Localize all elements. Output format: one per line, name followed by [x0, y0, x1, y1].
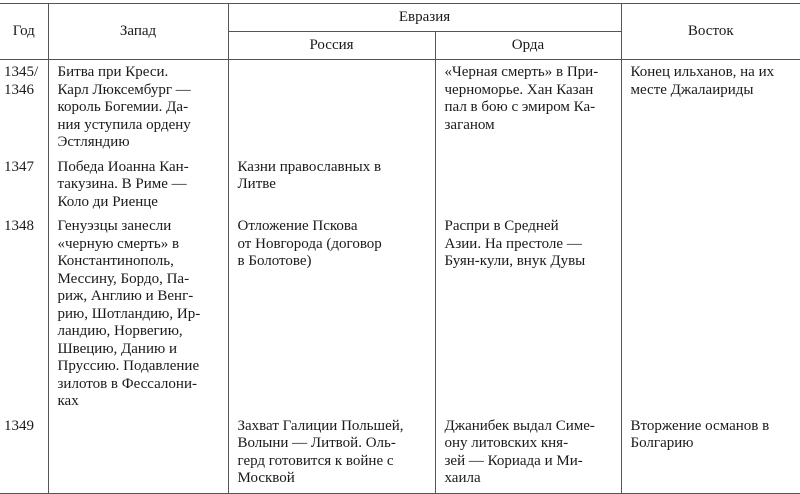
year-cell: 1347 [0, 155, 48, 215]
horde-cell: Распри в Средней Азии. На престоле — Буян-кули, внук Дувы [435, 214, 621, 414]
table-row [0, 414, 800, 494]
header-eurasia: Евразия [228, 4, 621, 32]
russia-cell: Отложение Пскова от Новгорода (договор в Болотове) [228, 214, 435, 414]
horde-cell: «Черная смерть» в При- черноморье. Хан Казан пал в бою с эмиром Ка- заганом [435, 60, 621, 155]
chronology-table [0, 3, 800, 494]
header-east: Восток [621, 4, 800, 60]
west-cell: Генуэзцы занесли «черную смерть» в Константинополь, Мессину, Бордо, Па- риж, Англию и Венг- рию, Шотландию, Ир- ландию, Норвегию, Швецию, Данию и Пруссию. Подавление зилотов в Фессалони- ках [48, 214, 228, 414]
header-west: Запад [48, 4, 228, 60]
russia-cell: Захват Галиции Польшей, Волыни — Литвой. Оль- герд готовится к войне с Москвой [228, 414, 435, 494]
table-row [0, 155, 800, 215]
table-row [0, 214, 800, 414]
horde-cell: Джанибек выдал Симе- ону литовских кня- зей — Кориада и Ми- хаила [435, 414, 621, 494]
year-cell: 1345/ 1346 [0, 60, 48, 155]
year-cell: 1349 [0, 414, 48, 494]
east-cell: Конец ильханов, на их месте Джалаириды [621, 60, 800, 155]
west-cell: Победа Иоанна Кан- такузина. В Риме — Коло ди Риенце [48, 155, 228, 215]
year-cell: 1348 [0, 214, 48, 414]
horde-cell [435, 155, 621, 215]
east-cell [621, 155, 800, 215]
east-cell [621, 214, 800, 414]
russia-cell [228, 60, 435, 155]
west-cell [48, 414, 228, 494]
header-year: Год [0, 4, 48, 60]
header-horde: Орда [435, 32, 621, 60]
table-row [0, 60, 800, 155]
header-russia: Россия [228, 32, 435, 60]
russia-cell: Казни православных в Литве [228, 155, 435, 215]
east-cell: Вторжение османов в Болгарию [621, 414, 800, 494]
west-cell: Битва при Креси. Карл Люксембург — король Богемии. Да- ния уступила ордену Эстляндию [48, 60, 228, 155]
